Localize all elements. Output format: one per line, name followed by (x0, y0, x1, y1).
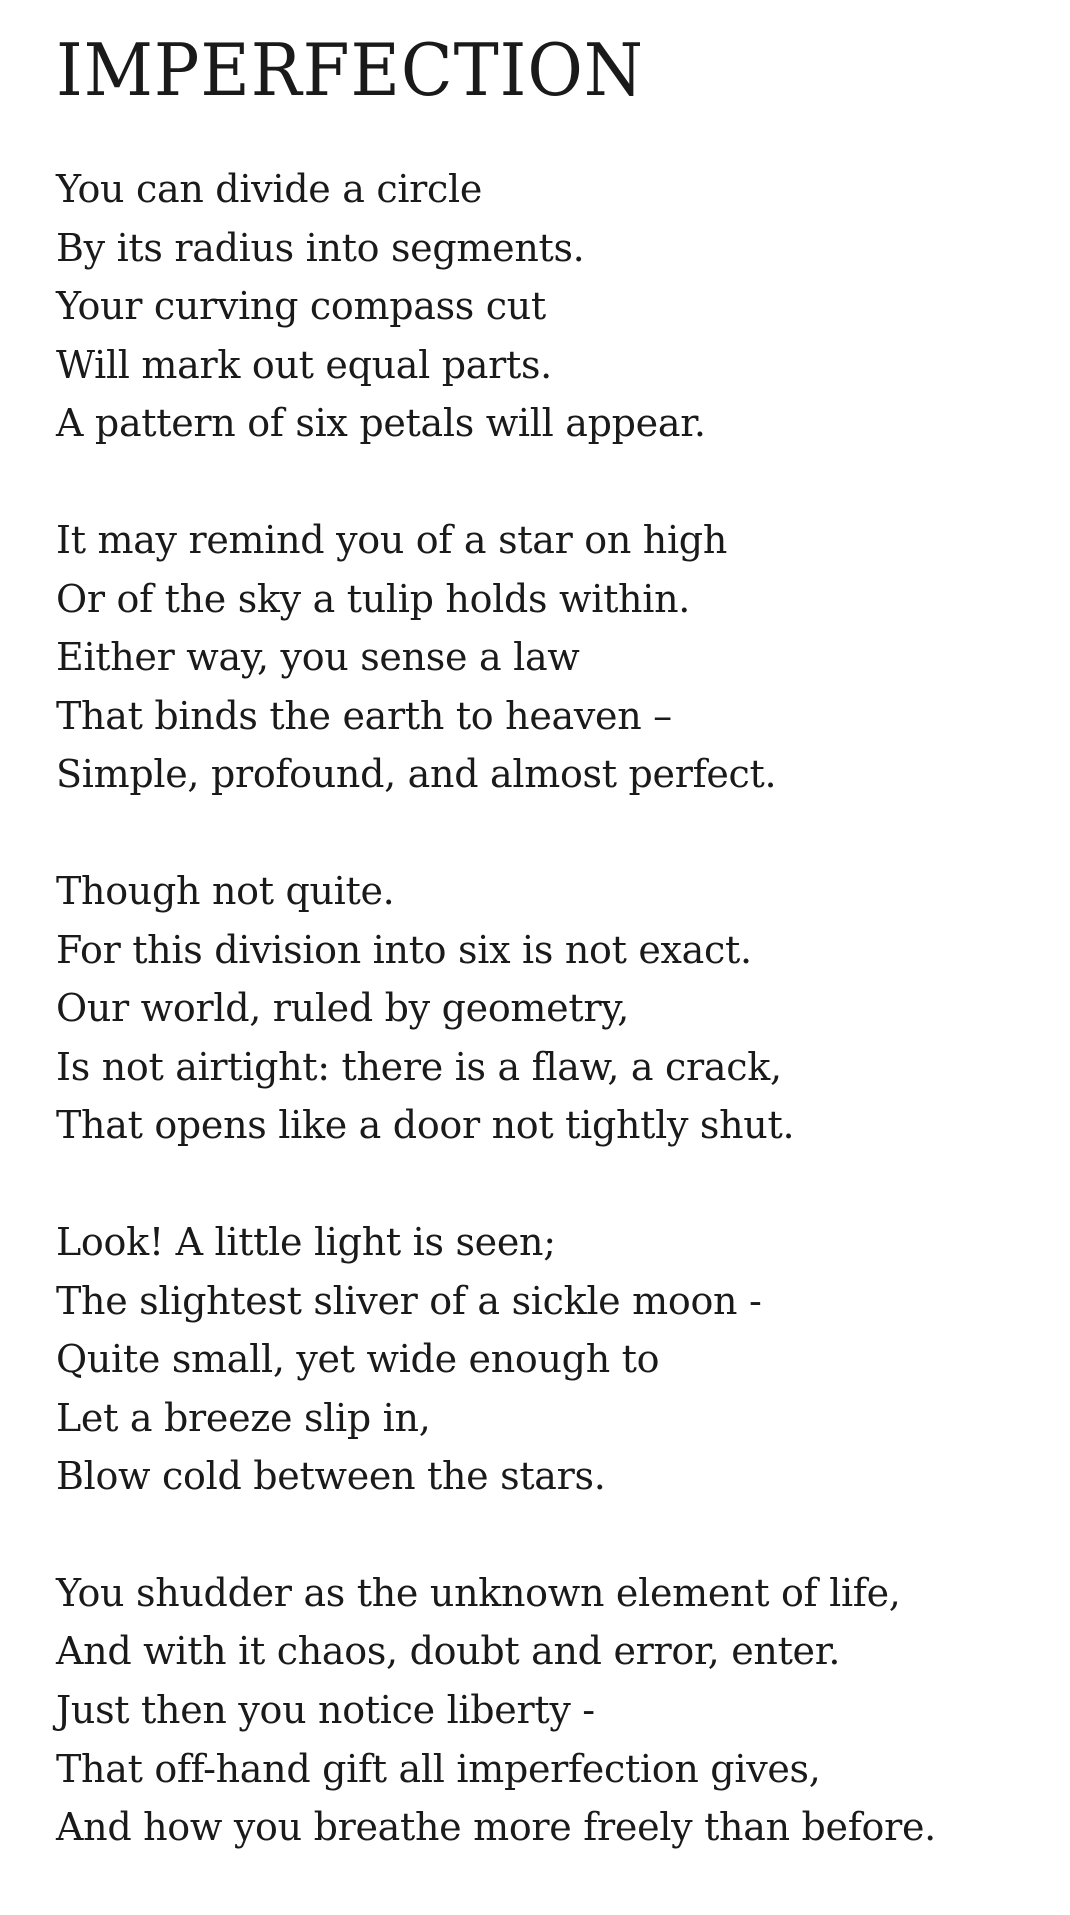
poem-line: That binds the earth to heaven – (56, 693, 672, 738)
poem-line: Will mark out equal parts. (56, 342, 552, 387)
poem-line: Or of the sky a tulip holds within. (56, 576, 691, 621)
poem-line: Either way, you sense a law (56, 635, 580, 680)
stanza-5 (56, 1564, 1046, 1857)
stanza-3 (56, 862, 1046, 1155)
poem-line: And how you breathe more freely than before. (56, 1805, 936, 1850)
poem-line: Simple, profound, and almost perfect. (56, 752, 777, 797)
stanza-2 (56, 511, 1046, 804)
poem-line: Your curving compass cut (56, 284, 546, 329)
poem-line: Just then you notice liberty - (56, 1688, 595, 1733)
poem-line: You can divide a circle (56, 167, 483, 211)
poem-line: Our world, ruled by geometry, (56, 986, 630, 1031)
poem-title: IMPERFECTION (56, 28, 644, 112)
poem-line: That opens like a door not tightly shut. (56, 1103, 795, 1148)
stanza-1 (56, 160, 1046, 453)
poem-body (56, 160, 1046, 1915)
poem-line: It may remind you of a star on high (56, 517, 727, 562)
poem-line: The slightest sliver of a sickle moon - (56, 1278, 762, 1323)
poem-line: Is not airtight: there is a flaw, a crack, (56, 1044, 782, 1089)
poem-line: Look! A little light is seen; (56, 1219, 556, 1264)
poem-line: Blow cold between the stars. (56, 1454, 606, 1499)
poem-line: That off-hand gift all imperfection gives, (56, 1746, 821, 1791)
poem-line: Let a breeze slip in, (56, 1395, 431, 1440)
poem-line: And with it chaos, doubt and error, enter. (56, 1629, 841, 1674)
poem-line: A pattern of six petals will appear. (56, 401, 706, 446)
poem-line: You shudder as the unknown element of life, (56, 1570, 901, 1615)
stanza-4 (56, 1213, 1046, 1506)
poem-line: Quite small, yet wide enough to (56, 1337, 660, 1382)
poem-line: Though not quite. (56, 868, 395, 913)
poem-line: By its radius into segments. (56, 225, 585, 270)
poem-line: For this division into six is not exact. (56, 927, 752, 972)
